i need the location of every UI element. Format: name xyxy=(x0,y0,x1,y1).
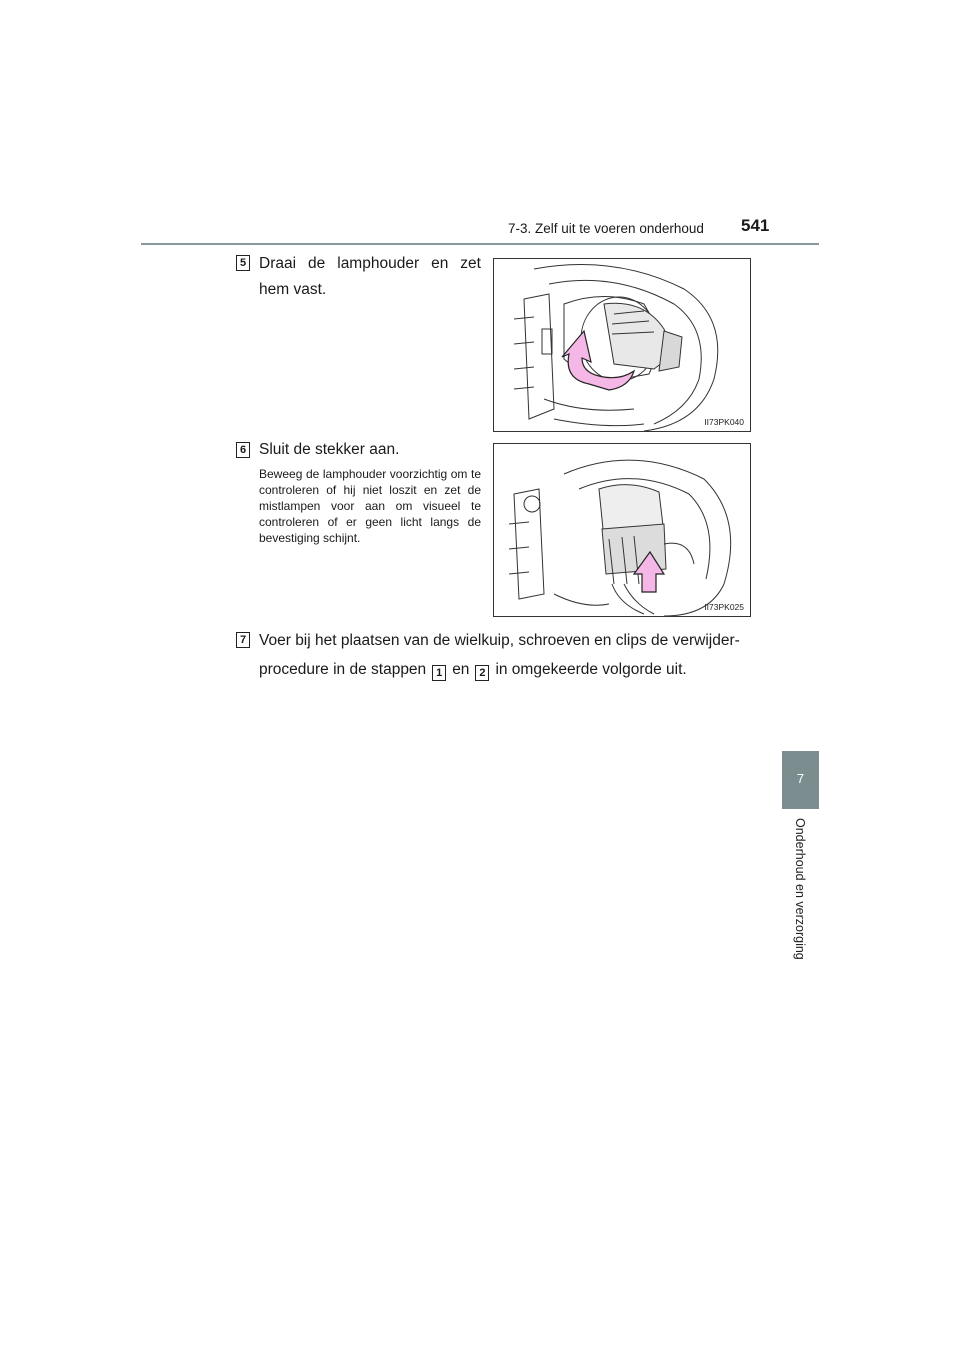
page-number: 541 xyxy=(741,216,770,235)
step-6-note: Beweeg de lamphouder voorzichtig om te controleren of hij niet loszit en zet de mistlampen voor aan om visueel te controleren of er geen licht langs de bevestiging schijnt. xyxy=(259,467,481,545)
chapter-number: 7 xyxy=(796,771,805,786)
step-7-text-b: en xyxy=(452,661,470,678)
figure-code: II73PK040 xyxy=(704,417,744,427)
section-title: 7-3. Zelf uit te voeren onderhoud xyxy=(508,221,704,236)
chapter-tab xyxy=(782,751,819,809)
step-ref-1-badge: 1 xyxy=(432,665,446,681)
step-6-badge: 6 xyxy=(236,442,250,458)
step-5-badge: 5 xyxy=(236,255,250,271)
figure-connect-plug xyxy=(493,443,751,617)
step-7-line-2 xyxy=(259,657,759,683)
connector-illustration xyxy=(494,444,750,616)
step-7-text-a: procedure in de stappen xyxy=(259,661,427,678)
header-divider xyxy=(141,243,819,245)
figure-rotate-lampholder xyxy=(493,258,751,432)
step-7-badge: 7 xyxy=(236,632,250,648)
chapter-title: Onderhoud en verzorging xyxy=(793,818,807,960)
figure-code: II73PK025 xyxy=(704,602,744,612)
step-ref-2-badge: 2 xyxy=(475,665,489,681)
step-5-text: Draai de lamphouder en zet hem vast. xyxy=(259,255,481,298)
step-6-text: Sluit de stekker aan. xyxy=(259,441,400,458)
lampholder-illustration xyxy=(494,259,750,431)
step-7-line-1: Voer bij het plaatsen van de wielkuip, schroeven en clips de verwijder- xyxy=(259,632,740,649)
step-7-text-c: in omgekeerde volgorde uit. xyxy=(495,661,687,678)
